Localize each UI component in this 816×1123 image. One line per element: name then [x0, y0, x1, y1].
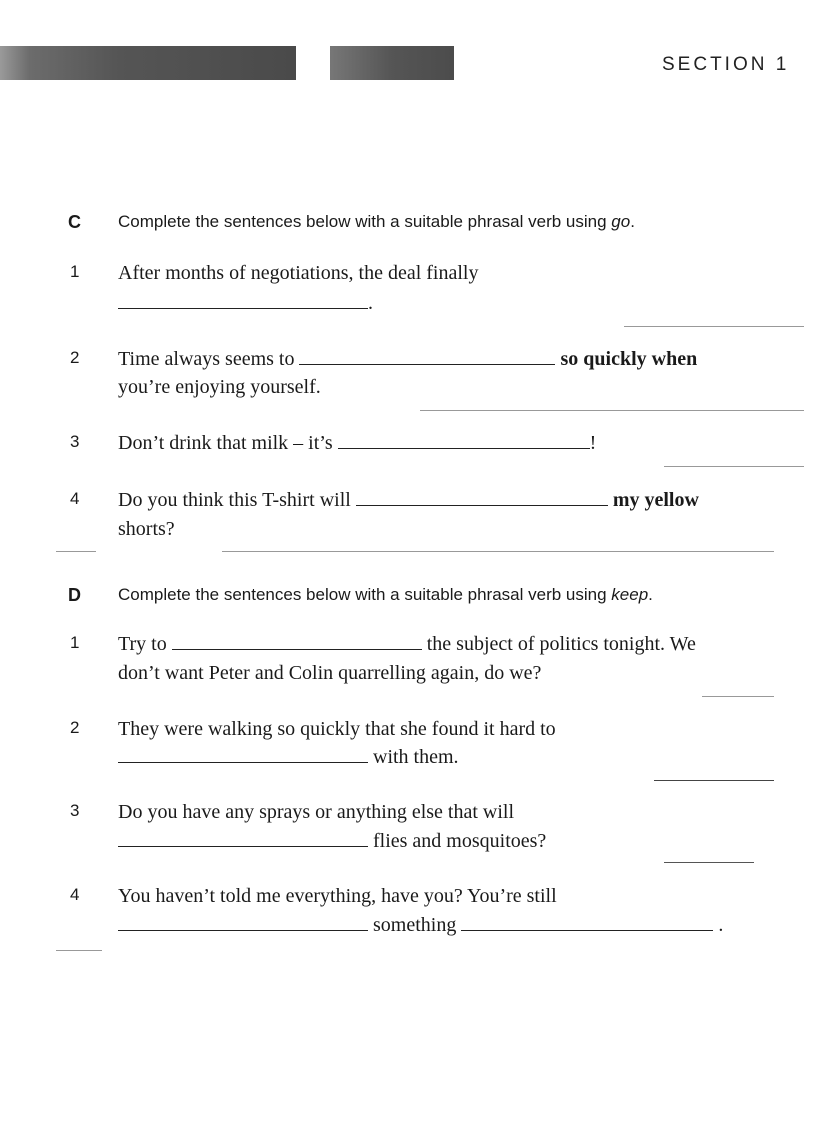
header-bar-right	[330, 46, 454, 80]
divider-rule	[222, 551, 774, 552]
answer-blank[interactable]	[118, 307, 368, 309]
item-number: 3	[70, 801, 80, 820]
item-number: 1	[70, 262, 80, 281]
item-number: 1	[70, 633, 80, 652]
header-bar-left	[0, 46, 296, 80]
exercise-letter: D	[68, 585, 81, 605]
divider-rule	[56, 551, 96, 552]
divider-rule	[654, 780, 774, 781]
item-number: 3	[70, 432, 80, 451]
divider-rule	[664, 466, 804, 467]
item-number: 4	[70, 885, 80, 904]
divider-rule	[664, 862, 754, 863]
answer-blank[interactable]	[118, 845, 368, 847]
exercise-instruction: Complete the sentences below with a suitable phrasal verb using keep.	[118, 585, 653, 604]
item-number: 4	[70, 489, 80, 508]
exercise-letter: C	[68, 212, 81, 232]
answer-blank[interactable]	[461, 929, 713, 931]
divider-rule	[624, 326, 804, 327]
answer-blank[interactable]	[172, 648, 422, 650]
divider-rule	[702, 696, 774, 697]
answer-blank[interactable]	[338, 447, 590, 449]
item-number: 2	[70, 718, 80, 737]
item-number: 2	[70, 348, 80, 367]
answer-blank[interactable]	[118, 929, 368, 931]
divider-rule	[420, 410, 804, 411]
item-text: After months of negotiations, the deal finally	[118, 262, 479, 284]
answer-blank[interactable]	[118, 761, 368, 763]
divider-rule	[56, 950, 102, 951]
exercise-instruction: Complete the sentences below with a suitable phrasal verb using go.	[118, 212, 635, 231]
answer-blank[interactable]	[299, 363, 555, 365]
section-label: SECTION 1	[662, 54, 790, 75]
answer-blank[interactable]	[356, 504, 608, 506]
